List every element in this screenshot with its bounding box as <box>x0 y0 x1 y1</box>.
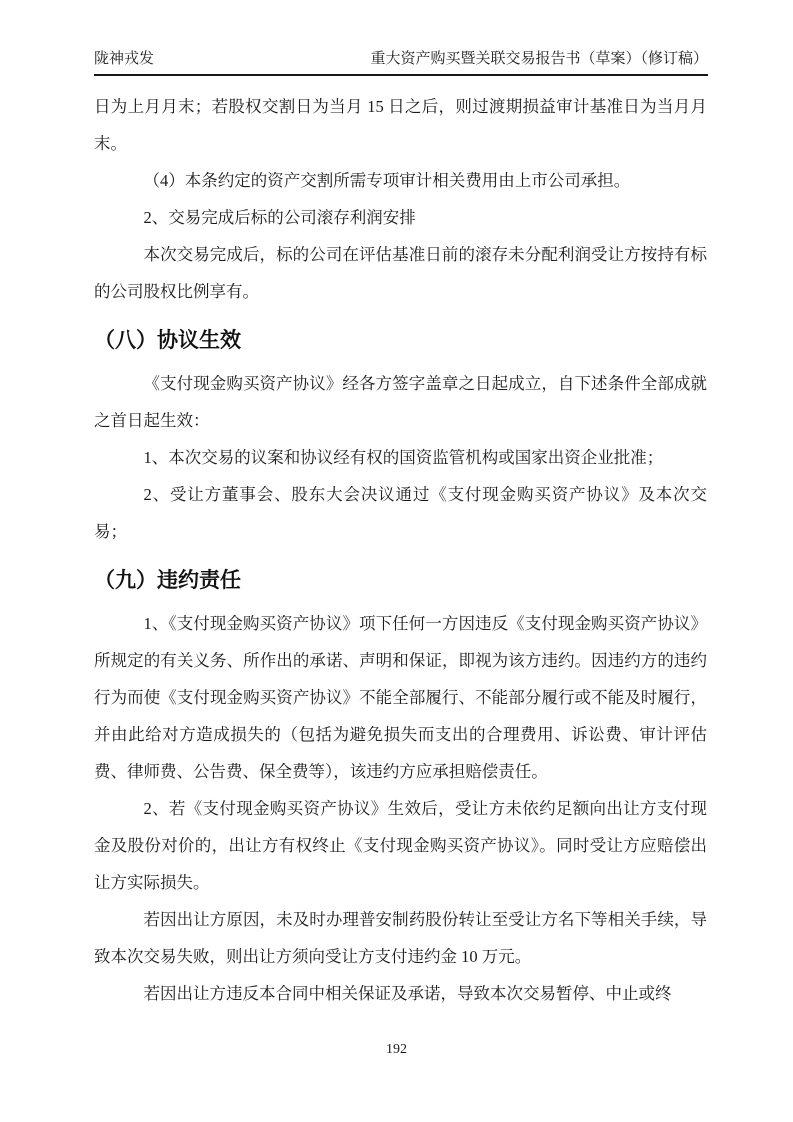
paragraph: 1、本次交易的议案和协议经有权的国资监管机构或国家出资企业批准； <box>143 448 664 467</box>
section-heading: （九）违约责任 <box>94 569 241 592</box>
header-company-name: 陇神戎发 <box>94 51 155 67</box>
paragraph: 1、《支付现金购买资产协议》项下任何一方因违反《支付现金购买资产协议》所规定的有关义务、所作出的承诺、声明和保证，即视为该方违约。因违约方的违约行为而使《支付现金购买资产协议》不能全部履行、不能部分履行或不能及时履行，并由此给对方造成损失的（包括为避免损失而支出的合理费用、诉讼费、审计评估费、律师费、公告费、保全费等），该违约方应承担赔偿责任。 <box>94 614 707 781</box>
paragraph: 日为上月月末；若股权交割日为当月 15 日之后，则过渡期损益审计基准日为当月月末。 <box>94 97 707 153</box>
paragraph: 2、若《支付现金购买资产协议》生效后，受让方未依约足额向出让方支付现金及股份对价的，出让方有权终止《支付现金购买资产协议》。同时受让方应赔偿出让方实际损失。 <box>94 799 707 892</box>
paragraph: 若因出让方违反本合同中相关保证及承诺，导致本次交易暂停、中止或终 <box>143 984 672 1003</box>
document-body <box>94 88 707 1012</box>
section-heading: （八）协议生效 <box>94 329 241 352</box>
paragraph: 本次交易完成后，标的公司在评估基准日前的滚存未分配利润受让方按持有标的公司股权比例享有。 <box>94 245 707 301</box>
page-number: 192 <box>386 1042 407 1057</box>
header-report-title: 重大资产购买暨关联交易报告书（草案）（修订稿） <box>370 51 708 67</box>
paragraph: （4）本条约定的资产交割所需专项审计相关费用由上市公司承担。 <box>143 171 631 190</box>
page-header <box>94 50 708 76</box>
paragraph: 若因出让方原因，未及时办理普安制药股份转让至受让方名下等相关手续，导致本次交易失败，则出让方须向受让方支付违约金 10 万元。 <box>94 910 707 966</box>
paragraph: 2、受让方董事会、股东大会决议通过《支付现金购买资产协议》及本次交易； <box>94 485 707 541</box>
paragraph: 《支付现金购买资产协议》经各方签字盖章之日起成立，自下述条件全部成就之首日起生效： <box>94 374 707 430</box>
paragraph: 2、交易完成后标的公司滚存利润安排 <box>143 208 416 227</box>
